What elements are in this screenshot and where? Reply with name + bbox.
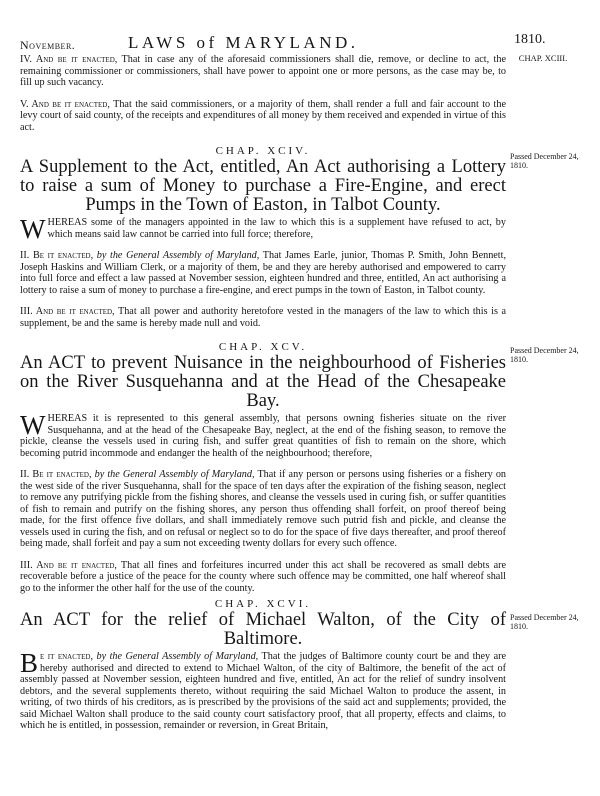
act-title: An ACT to prevent Nuisance in the neighbourhood of Fisheries on the River Susquehanna and at the Head of the Chesapeake Bay. (20, 353, 506, 411)
section-ii-paragraph (20, 469, 506, 550)
section-lead: III. And be it enacted, (20, 559, 117, 571)
section-text: That in case any of the aforesaid commissioners shall die, remove, or decline to act, the remaining commissioner or commissioners, shall have power to appoint one or more persons, as the case may be, to fill up such vacancy. (20, 54, 506, 88)
enacting-clause: by the General Assembly of Maryland, (93, 651, 259, 662)
section-text: That if any person or persons using fisheries or a fishery on the west side of the river Susquehanna, shall for the space of ten days after the expiration of the fishing season, neglect to remove any putrifying pickle from the fishing shores, and cleanse the vessels used in curing fish, or suffer quantities of fish to remain and putrify on the fishing shores, any person thus offending shall forfeit, on proof thereof being made, for the first offence five dollars, and shall immediately remove such putrid fish and pickle, and cleanse the vessels used in curing the fish, and on refusal or neglect so to do for the space of five days thereafter, and proof thereof being made, shall forfeit and pay a sum not exceeding twenty dollars for every such offence. (20, 469, 507, 549)
header-month: November. (20, 38, 76, 52)
header-title: LAWS of MARYLAND. (128, 33, 359, 52)
section-lead: V. And be it enacted, (20, 98, 110, 110)
drop-cap: W (20, 214, 46, 244)
margin-passed-96: Passed December 24, 1810. (510, 613, 579, 631)
section-text: HEREAS some of the managers appointed in the law to which this is a supplement have refused to act, by which means said law cannot be carried into full force; therefore, (47, 217, 506, 240)
chapter-heading: CHAP. XCVI. (214, 598, 312, 610)
drop-cap: W (20, 410, 46, 440)
section-iii-paragraph (20, 560, 506, 595)
section-v-paragraph (20, 99, 506, 134)
section-i-paragraph (20, 648, 507, 732)
section-iii-paragraph (20, 306, 506, 329)
preamble-paragraph (20, 214, 506, 244)
margin-chap-93: CHAP. XCIII. (518, 53, 568, 63)
section-text: That all fines and forfeitures incurred under this act shall be recovered as small debts are recoverable before a justice of the peace for the county where such offence may be committed, one half whereof shall go to the informer the other half for the use of the county. (20, 559, 507, 594)
margin-notes (506, 0, 600, 796)
section-iv-paragraph (20, 54, 506, 89)
act-title: A Supplement to the Act, entitled, An Act authorising a Lottery to raise a sum of Money to purchase a Fire-Engine, and erect Pumps in the Town of Easton, in Talbot County. (20, 157, 506, 215)
section-text: HEREAS it is represented to this general assembly, that persons owning fisheries situate on the river Susquehanna, and at the head of the Chesapeake Bay, neglect, at the end of the fishing season, to remove the pickle, cleanse the vessels used in curing fish, and suffer great quantities of fish to remain on the shore, which becoming putrid incommode and endanger the health of the neighbourhood; therefore, (20, 413, 506, 459)
chapter-heading: CHAP. XCV. (218, 341, 308, 353)
section-text: That James Earle, junior, Thomas P. Smith, John Bennett, Joseph Haskins and William Clerk, or a majority of them, be and they are hereby authorised and empowered to carry into full force and effect a law passed at November session, eighteen hundred and three, entitled, An act authorising a lottery to raise a sum of money to purchase a fire-engine, and erect pumps in the town of Easton, in Talbot county. (20, 250, 507, 296)
section-lead: IV. And be it enacted, (20, 54, 118, 65)
preamble-paragraph (20, 410, 506, 459)
section-text: That the said commissioners, or a majority of them, shall render a full and fair account to the levy court of said county, of the receipts and expenditures of all money by them received and expended in virtue of this act. (20, 98, 506, 133)
main-text (20, 54, 506, 732)
enacting-clause: by the General Assembly of Maryland, (93, 250, 260, 261)
section-lead: III. And be it enacted, (20, 306, 115, 317)
chapter-heading: CHAP. XCIV. (215, 145, 311, 157)
enacting-clause: by the General Assembly of Maryland, (91, 469, 255, 480)
drop-cap: B (20, 648, 39, 678)
margin-passed-95: Passed December 24, 1810. (510, 346, 579, 364)
header-year: 1810. (514, 32, 546, 47)
section-text: That the judges of Baltimore county court be and they are hereby authorised and directed to extend to Michael Walton, of the city of Baltimore, the benefit of the act of assembly passed at November session, eighteen hundred and five, entitled, An act for the relief of sundry insolvent debtors, and the several supplements thereto, without requiring the said Michael Walton to produce the assent, in writing, of two thirds of his creditors, as is prescribed by the provisions of the said act and supplements; provided, the said Michael Walton shall produce to the said county court satisfactory proof, that all property, effects and claims, to which he is entitled, in possession, remainder or reversion, in Great Britain, (20, 651, 507, 731)
section-lead: II. Be it enacted, (20, 250, 94, 261)
section-lead: e it enacted, (40, 651, 94, 662)
section-text: That all power and authority heretofore vested in the managers of the law to which this is a supplement, be and the same is hereby made null and void. (20, 306, 506, 329)
section-ii-paragraph (20, 250, 506, 296)
section-lead: II. Be it enacted, (20, 469, 92, 480)
margin-passed-94: Passed December 24, 1810. (510, 152, 579, 170)
act-title: An ACT for the relief of Michael Walton, of the City of Baltimore. (20, 610, 506, 649)
